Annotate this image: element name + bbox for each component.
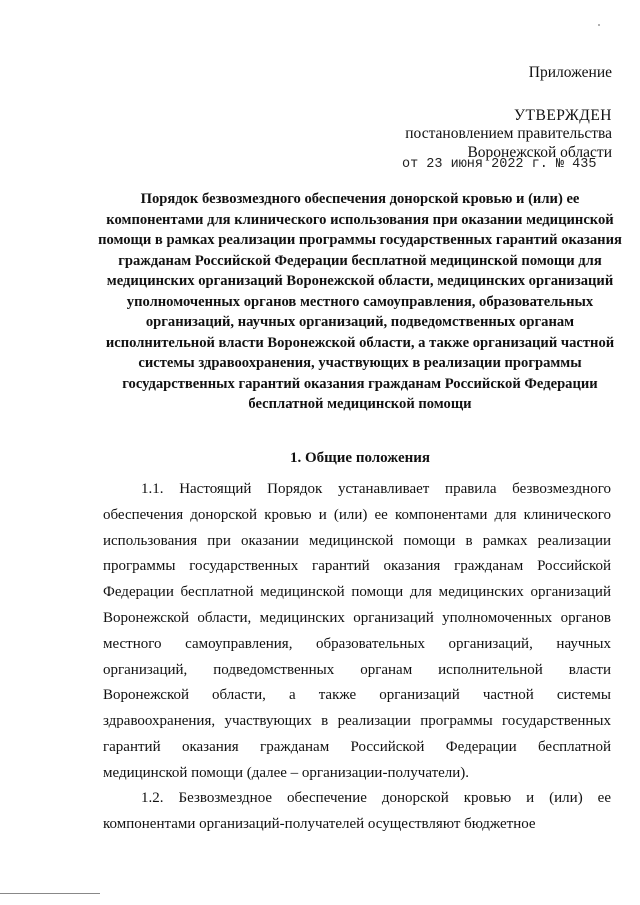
paragraph-1-2: 1.2. Безвозмездное обеспечение донорской кровью и (или) ее компонентами организаций-получателей осуществляют бюджетное — [103, 790, 611, 832]
decree-date-number: от 23 июня 2022 г. № 435 — [402, 157, 597, 172]
footer-rule — [0, 893, 100, 894]
paragraph-1-1: 1.1. Настоящий Порядок устанавливает правила безвозмездного обеспечения донорской кровью и (или) ее компонентами для клинического использования при оказании медицинской помощи в рамках реализации программы государственных гарантий оказания гражданам Российской Федерации бесплатной медицинской помощи для медицинских организаций Воронежской области, медицинских организаций уполномоченных органов местного самоуправления, образовательных организаций, научных организаций, подведомственных органам исполнительной власти Воронежской области, а также организаций частной системы здравоохранения, участвующих в реализации программы государственных гарантий оказания гражданам Российской Федерации бесплатной медицинской помощи (далее – организации-получатели). — [103, 481, 611, 781]
decree-line-2: Воронежской области — [467, 144, 612, 161]
scan-speck — [598, 24, 600, 26]
decree-line-1: постановлением правительства — [405, 125, 612, 142]
section-heading: 1. Общие положения — [289, 450, 431, 466]
attachment-label: Приложение — [528, 64, 612, 81]
document-title: Порядок безвозмездного обеспечения донорской кровью и (или) ее компонентами для клинического использования при оказании медицинской помощи в рамках реализации программы государственных гарантий оказания гражданам Российской Федерации бесплатной медицинской помощи для медицинских организаций Воронежской области, медицинских организаций уполномоченных органов местного самоуправления, образовательных организаций, научных организаций, подведомственных органам исполнительной власти Воронежской области, а также организаций частной системы здравоохранения, участвующих в реализации программы государственных гарантий оказания гражданам Российской Федерации бесплатной медицинской помощи — [98, 191, 622, 412]
approved-stamp-text: УТВЕРЖДЕН — [514, 107, 612, 124]
